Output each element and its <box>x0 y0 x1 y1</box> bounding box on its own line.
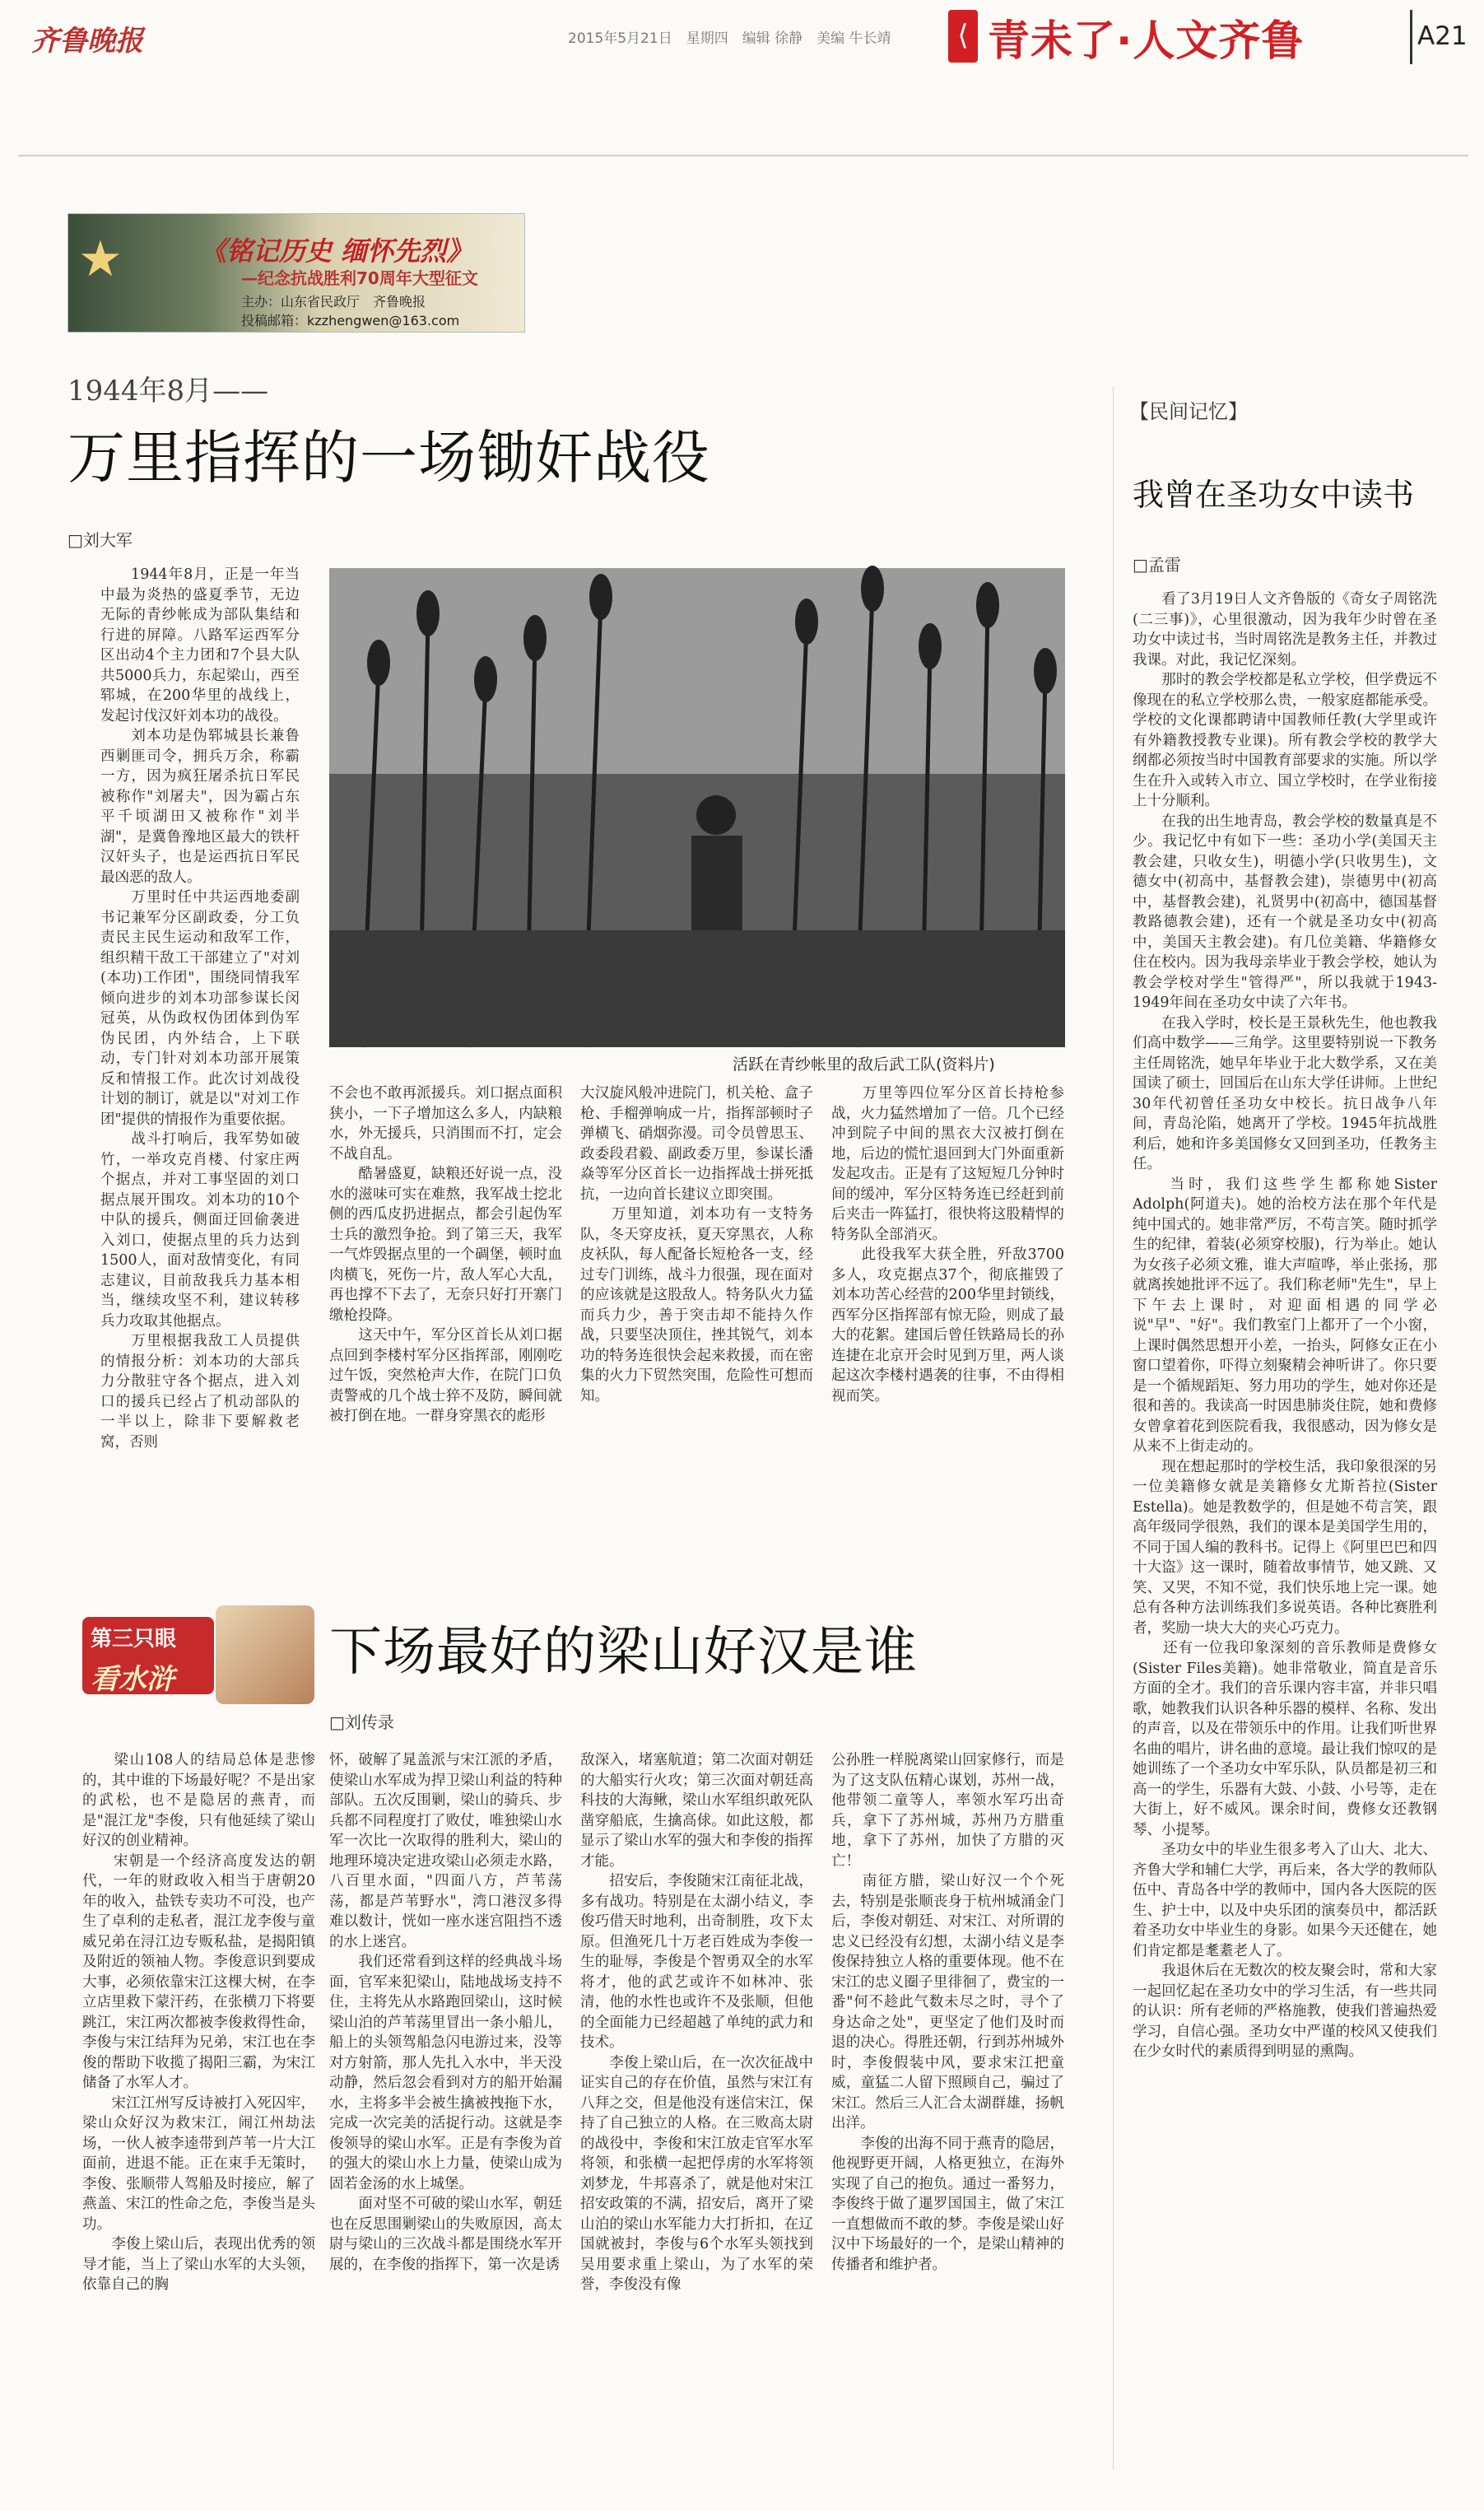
article2-byline: □刘传录 <box>329 1712 394 1732</box>
article1-column-3: 大汉旋风般冲进院门，机关枪、盒子枪、手榴弹响成一片，指挥部顿时子弹横飞、硝烟弥漫。司令员曾思玉、政委段君毅、副政委万里，参谋长潘焱等军分区首长一边指挥战士拼死抵抗，一边向首长建议立即突围。 万里知道，刘本功有一支特务队，冬天穿皮袄，夏天穿黑衣，人称皮袄队，每人配备长短枪各一支，经过专门训练，战斗力很强，现在面对的应该就是这股敌人。特务队火力猛而兵力少，善于突击却不能持久作战，只要坚决顶住，挫其锐气，刘本功的特务连很快会起来救援，而在密集的火力下贸然突围，危险性可想而知。 <box>580 1085 813 1405</box>
water-margin-heroes-illustration <box>216 1605 314 1704</box>
banner-subtitle: —纪念抗战胜利70周年大型征文 <box>241 268 478 288</box>
article1-byline: □刘大军 <box>67 530 133 550</box>
article2-column-3: 敌深入，堵塞航道；第二次面对朝廷的大船实行火攻；第三次面对朝廷高科技的大海鳅，梁山水军组织敢死队凿穿船底，生擒高俅。如此这般，都显示了梁山水军的强大和李俊的指挥才能。 招安后，李俊随宋江南征北战，多有战功。特别是在太湖小结义，李俊巧借天时地利，出奇制胜，攻下太原。但渔死几十万老百姓成为李俊一生的耻辱，李俊是个智勇双全的水军将才，他的武艺或许不如林冲、张清，他的水性也或许不及张顺，但他的全面能力已经超越了单纯的武力和技术。 李俊上梁山后，在一次次征战中证实自己的存在价值，虽然与宋江有八拜之交，但是他没有迷信宋江，保持了自己独立的人格。在三败高太尉的战役中，李俊和宋江放走官军水军将领，和张横一起把俘虏的水军将领刘梦龙，牛邦喜杀了，就是他对宋江招安政策的不满，招安后，离开了梁山泊的梁山水军能力大打折扣，在辽国就被封，李俊与6个水军头领找到吴用要求重上梁山，为了水军的荣誉，李俊没有像 <box>580 1752 813 2293</box>
right-column-divider <box>1113 387 1114 2470</box>
article2-column-4: 公孙胜一样脱离梁山回家修行，而是为了这支队伍精心谋划，苏州一战，他带领二童等人，率领水军巧出奇兵，拿下了苏州城，苏州乃方腊重地，拿下了苏州，加快了方腊的灭亡！ 南征方腊，梁山好汉一个个死去，特别是张顺丧身于杭州城涌金门后，李俊对朝廷、对宋江、对所谓的忠义已经没有幻想，太湖小结义是李俊保持独立人格的重要体现。他不在宋江的忠义圈子里徘徊了，费宝的一番"何不趁此气数未尽之时，寻个了身达命之处"，更坚定了他们及时而退的决心。得胜还朝，行到苏州城外时，李俊假装中风，要求宋江把童威，童猛二人留下照顾自己，骗过了宋江。然后三人汇合太湖群雄，扬帆出洋。 李俊的出海不同于燕青的隐居，他视野更开阔，人格更独立，在海外实现了自己的抱负。通过一番努力，李俊终于做了暹罗国国主，做了宋江一直想做而不敢的梦。李俊是梁山好汉中下场最好的一个，是梁山精神的传播者和维护者。 <box>831 1752 1064 2273</box>
sorghum-field-illustration <box>329 568 1065 1047</box>
header-rule <box>18 155 1468 156</box>
banner-organizer: 主办：山东省民政厅 齐鲁晚报 <box>241 294 426 310</box>
article1-kicker: 1944年8月—— <box>67 375 269 408</box>
banner-email: 投稿邮箱：kzzhengwen@163.com <box>241 313 460 328</box>
article2-column-1: 梁山108人的结局总体是悲惨的，其中谁的下场最好呢？不是出家的武松，也不是隐居的燕青，而是"混江龙"李俊，只有他延续了梁山好汉的创业精神。 宋朝是一个经济高度发达的朝代，一年的财政收入相当于唐朝20年的收入，盐铁专卖功不可没，也产生了卓利的走私者，混江龙李俊与童威兄弟在浔江边专贩私盐，是揭阳镇及附近的领袖人物。李俊意识到要成大事，必须依靠宋江这棵大树，在李立店里救下蒙汗药，在张横刀下将要跳江，宋江两次都被李俊救得性命，李俊与宋江结拜为兄弟，宋江也在李俊的帮助下收揽了揭阳三霸，为宋江储备了水军人才。 宋江江州写反诗被打入死囚牢，梁山众好汉为救宋江，闹江州劫法场，一伙人被李逵带到芦苇一片大江面前，进退不能。正在束手无策时，李俊、张顺带人驾船及时接应，解了燕盖、宋江的性命之危，李俊当是头功。 李俊上梁山后，表现出优秀的领导才能，当上了梁山水军的大头领，依靠自己的胸 <box>82 1752 315 2293</box>
red-bracket-icon: ⟨ <box>957 19 969 52</box>
article3-body: 看了3月19日人文齐鲁版的《奇女子周铭洗(二三事)》，心里很激动，因为我年少时曾在圣功女中读过书，当时周铭洗是教务主任，并教过我课。对此，我记忆深刻。 那时的教会学校都是私立学校，但学费远不像现在的私立学校那么贵，一般家庭都能承受。学校的文化课都聘请中国教师任教(大学里或许有外籍教授教专业课)。所有教会学校的教学大纲都必须按当时中国教育部要求的实施。所以学生在升入或转入市立、国立学校时，在学业衔接上十分顺利。 在我的出生地青岛，教会学校的数量真是不少。我记忆中有如下一些：圣功小学(美国天主教会建，只收女生)，明德小学(只收男生)，文德女中(初高中，基督教会建)，崇德男中(初高中，基督教会建)，礼贤男中(初高中，德国基督教路德教会建)，还有一个就是圣功女中(初高中，美国天主教会建)。有几位美籍、华籍修女住在校内。因为我母亲毕业于教会学校，她认为教会学校对学生"管得严"，所以我就于1943-1949年间在圣功女中读了六年书。 在我入学时，校长是王景秋先生，他也教我们高中数学——三角学。这里要特别说一下教务主任周铭洗，她早年毕业于北大数学系，又在美国读了硕士，回国后在山东大学任讲师。上世纪30年代初曾任圣功女中校长。抗日战争八年间，青岛沦陷，她离开了学校。1945年抗战胜利后，她和许多美国修女又回到圣功，任教务主任。 当时，我们这些学生都称她Sister Adolph(阿道夫)。她的治校方法在那个年代是纯中国式的。她非常严厉，不苟言笑。随时抓学生的纪律，着装(必须穿校服)，行为举止。她认为女孩子必须文雅，谁大声喧哗，举止张扬，那就离挨她批评不远了。我们称老师"先生"，早上下午去上课时，对迎面相遇的同学必说"早"、"好"。我们教室门上都开了一个小窗，上课时偶然思想开小差，一抬头，阿修女正在小窗口望着你，吓得立刻聚精会神听讲了。你只要是一个循规蹈矩、努力用功的学生，她对你还是很和善的。我读高一时因患肺炎住院，她和费修女曾拿着花到医院看我，我很感动，因为修女是从来不上街走动的。 现在想起那时的学校生活，我印象很深的另一位美籍修女就是美籍修女尤斯苔拉(Sister Estella)。她是教数学的，但是她不苟言笑，跟高年级同学很熟，我们的课本是美国学生用的，不同于国人编的教科书。记得上《阿里巴巴和四十大盗》这一课时，随着故事情节，她又跳、又笑、又哭，不知不觉，我们快乐地上完一课。她总有各种方法训练我们多说英语。各种比赛胜利者，奖励一块大大的夹心巧克力。 还有一位我印象深刻的音乐教师是费修女(Sister Files美籍)。她非常敬业，简直是音乐方面的全才。我们的音乐课内容丰富，并非只唱歌，她教我们认识各种乐器的模样、名称、发出的声音，以及在带领乐中的作用。让我们听世界名曲的唱片，讲名曲的意境。最让我们惊叹的是她训练了一个圣功女中军乐队，队员都是初三和高一的学生，乐器有大鼓、小鼓、小号等，走在大街上，好不威风。课余时间，费修女还教钢琴、小提琴。 圣功女中的毕业生很多考入了山大、北大、齐鲁大学和辅仁大学，再后来，各大学的教师队伍中、青岛各中学的教师中，国内各大医院的医生、护士中，以及中央乐团的演奏员中，都活跃着圣功女中毕业生的身影。如果今天还健在，她们肯定都是耄耋老人了。 我退休后在无数次的校友聚会时，常和大家一起回忆起在圣功女中的学习生活，有一些共同的认识：所有老师的严格施教，使我们普遍热爱学习，自信心强。圣功女中严谨的校风又使我们在少女时代的素质得到明显的熏陶。 <box>1133 591 1437 2060</box>
badge-line-1: 第三只眼 <box>91 1627 177 1651</box>
essay-contest-banner <box>67 213 525 333</box>
column-title: 青未了·人文齐鲁 <box>988 17 1305 66</box>
guerrilla-photo <box>329 568 1065 1047</box>
article3-headline: 我曾在圣功女中读书 <box>1133 477 1415 513</box>
article1-column-1: 1944年8月，正是一年当中最为炎热的盛夏季节，无边无际的青纱帐成为部队集结和行进的屏障。八路军运西军分区出动4个主力团和7个县大队共5000兵力，东起梁山，西至郓城，在200华里的战线上，发起讨伐汉奸刘本功的战役。 刘本功是伪郓城县长兼鲁西剿匪司令，拥兵万余，称霸一方，因为疯狂屠杀抗日军民被称作"刘屠夫"，因为霸占东平千顷湖田又被称作"刘半湖"，是冀鲁豫地区最大的铁杆汉奸头子，也是运西抗日军民最凶恶的敌人。 万里时任中共运西地委副书记兼军分区副政委，分工负责民主民生运动和敌军工作，组织精干敌工干部建立了"对刘(本功)工作团"，围绕同情我军倾向进步的刘本功部参谋长闵冠英，从伪政权伪团体到伪军伪民团，内外结合，上下联动，专门针对刘本功部开展策反和情报工作。此次讨刘战役计划的制订，就是以"对刘工作团"提供的情报作为重要依据。 战斗打响后，我军势如破竹，一举攻克肖楼、付家庄两个据点，并对工事坚固的刘口据点展开围攻。刘本功的10个中队的援兵，侧面迂回偷袭进入刘口，使据点里的兵力达到1500人，面对敌情变化，有同志建议，目前敌我兵力基本相当，继续攻坚不利，建议转移兵力攻取其他据点。 万里根据我敌工人员提供的情报分析：刘本功的大部兵力分散驻守各个据点，进入刘口的援兵已经占了机动部队的一半以上，除非下要解救老窝，否则 <box>100 566 300 1451</box>
header-divider <box>1410 10 1412 64</box>
article3-byline: □孟雷 <box>1133 555 1181 575</box>
article1-column-4: 万里等四位军分区首长持枪参战，火力猛然增加了一倍。几个已经冲到院子中间的黑衣大汉被打倒在地，后边的慌忙退回到大门外面重新发起攻击。正是有了这短短几分钟时间的缓冲，军分区特务连已经赶到前后夹击一阵猛打，很快将这股精悍的特务队全部消灭。 此役我军大获全胜，歼敌3700多人，攻克据点37个，彻底摧毁了刘本功苦心经营的200华里封锁线，西军分区指挥部有惊无险，则成了最大的花絮。建国后曾任铁路局长的孙连捷在北京开会时见到万里，两人谈起这次李楼村遇袭的往事，不由得相视而笑。 <box>831 1085 1064 1405</box>
issue-meta: 2015年5月21日 星期四 编辑 徐静 美编 牛长靖 <box>568 30 891 47</box>
section-tag: 【民间记忆】 <box>1129 400 1248 423</box>
badge-line-2: 看水浒 <box>91 1663 174 1696</box>
article1-headline: 万里指挥的一场锄奸战役 <box>67 424 710 491</box>
article2-headline: 下场最好的梁山好汉是谁 <box>329 1622 918 1683</box>
article2-column-2: 怀，破解了晁盖派与宋江派的矛盾，使梁山水军成为捍卫梁山利益的特种部队。五次反围剿，梁山的骑兵、步兵都不同程度打了败仗，唯独梁山水军一次比一次取得的胜利大，梁山的地理环境决定进攻梁山必须走水路，八百里水面，"四面八方，芦苇荡荡，都是芦苇野水"，湾口港汊多得难以数计，恍如一座水迷宫阻挡不透的水上迷宫。 我们还常看到这样的经典战斗场面，官军来犯梁山，陆地战场支持不住，主将先从水路跑回梁山，这时候梁山泊的芦苇荡里冒出一条小船儿，船上的头领驾船急闪电游过来，没等对方射箭，那人先扎入水中，半天没动静，然后忽会看到对方的船开始漏水，主将多半会被生擒被拽拖下水，完成一次完美的活捉行动。这就是李俊领导的梁山水军。正是有李俊为首的强大的梁山水上力量，使梁山成为固若金汤的水上城堡。 面对坚不可破的梁山水军，朝廷也在反思围剿梁山的失败原因，高太尉与梁山的三次战斗都是围绕水军开展的，在李俊的指挥下，第一次是诱 <box>329 1752 562 2273</box>
photo-caption: 活跃在青纱帐里的敌后武工队(资料片) <box>733 1055 995 1074</box>
newspaper-logo: 齐鲁晚报 <box>31 25 143 58</box>
third-eye-badge <box>82 1617 214 1694</box>
article1-column-2: 不会也不敢再派援兵。刘口据点面积狭小，一下子增加这么多人，内缺粮水，外无援兵，只消围而不打，定会不战自乱。 酷暑盛夏，缺粮还好说一点，没水的滋味可实在难熬，我军战士挖北侧的西瓜皮扔进据点，都会引起伪军士兵的激烈争抢。到了第三天，我军一气炸毁据点里的一个碉堡，顿时血肉横飞，死伤一片，敌人军心大乱，再也撑不下去了，无奈只好打开寨门缴枪投降。 这天中午，军分区首长从刘口据点回到李楼村军分区指挥部，刚刚吃过午饭，突然枪声大作，在院门口负责警戒的几个战士猝不及防，瞬间就被打倒在地。一群身穿黑衣的彪形 <box>329 1085 562 1424</box>
page-number: A21 <box>1417 21 1468 51</box>
memorial-monument-icon: ★ <box>78 231 123 288</box>
banner-title: 《铭记历史 缅怀先烈》 <box>200 235 473 267</box>
